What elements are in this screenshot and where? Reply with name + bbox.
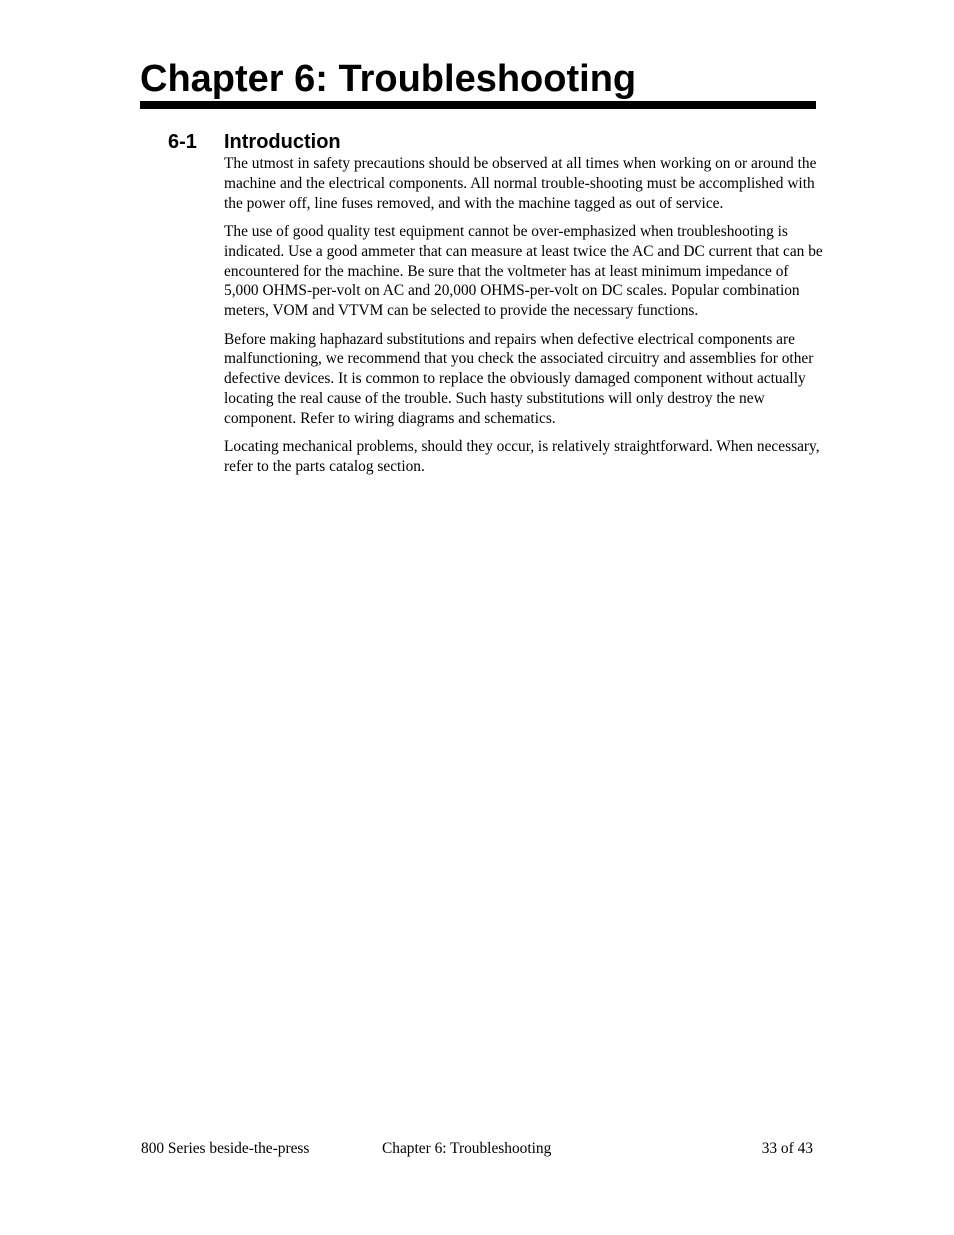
footer-chapter-name: Chapter 6: Troubleshooting — [382, 1140, 552, 1157]
page-footer — [0, 1139, 954, 1159]
section-body — [224, 154, 824, 485]
section-title: Introduction — [224, 131, 341, 153]
footer-product-name: 800 Series beside-the-press — [141, 1140, 310, 1157]
footer-page-number: 33 of 43 — [761, 1140, 813, 1157]
paragraph-safety: The utmost in safety precautions should be observed at all times when working on or around the machine and the electrical components. All normal trouble-shooting must be accomplished with the power off, line fuses removed, and with the machine tagged as out of service. — [224, 155, 817, 212]
paragraph-mechanical: Locating mechanical problems, should they occur, is relatively straightforward. When necessary, refer to the parts catalog section. — [224, 438, 820, 475]
title-rule — [140, 101, 816, 109]
section-heading — [168, 129, 341, 155]
chapter-title: Chapter 6: Troubleshooting — [140, 58, 637, 100]
paragraph-test-equipment: The use of good quality test equipment cannot be over-emphasized when troubleshooting is indicated. Use a good ammeter that can measure at least twice the AC and DC current that can be encountered for the machine. Be sure that the voltmeter has at least minimum impedance of 5,000 OHMS-per-volt on AC and 20,000 OHMS-per-volt on DC scales. Popular combination meters, VOM and VTVM can be selected to provide the necessary functions. — [224, 222, 823, 320]
paragraph-substitutions: Before making haphazard substitutions and repairs when defective electrical components are malfunctioning, we recommend that you check the associated circuitry and assemblies for other defective devices. It is common to replace the obviously damaged component without actually locating the real cause of the trouble. Such hasty substitutions will only destroy the new component. Refer to wiring diagrams and schematics. — [224, 330, 814, 427]
section-number: 6-1 — [168, 131, 197, 153]
